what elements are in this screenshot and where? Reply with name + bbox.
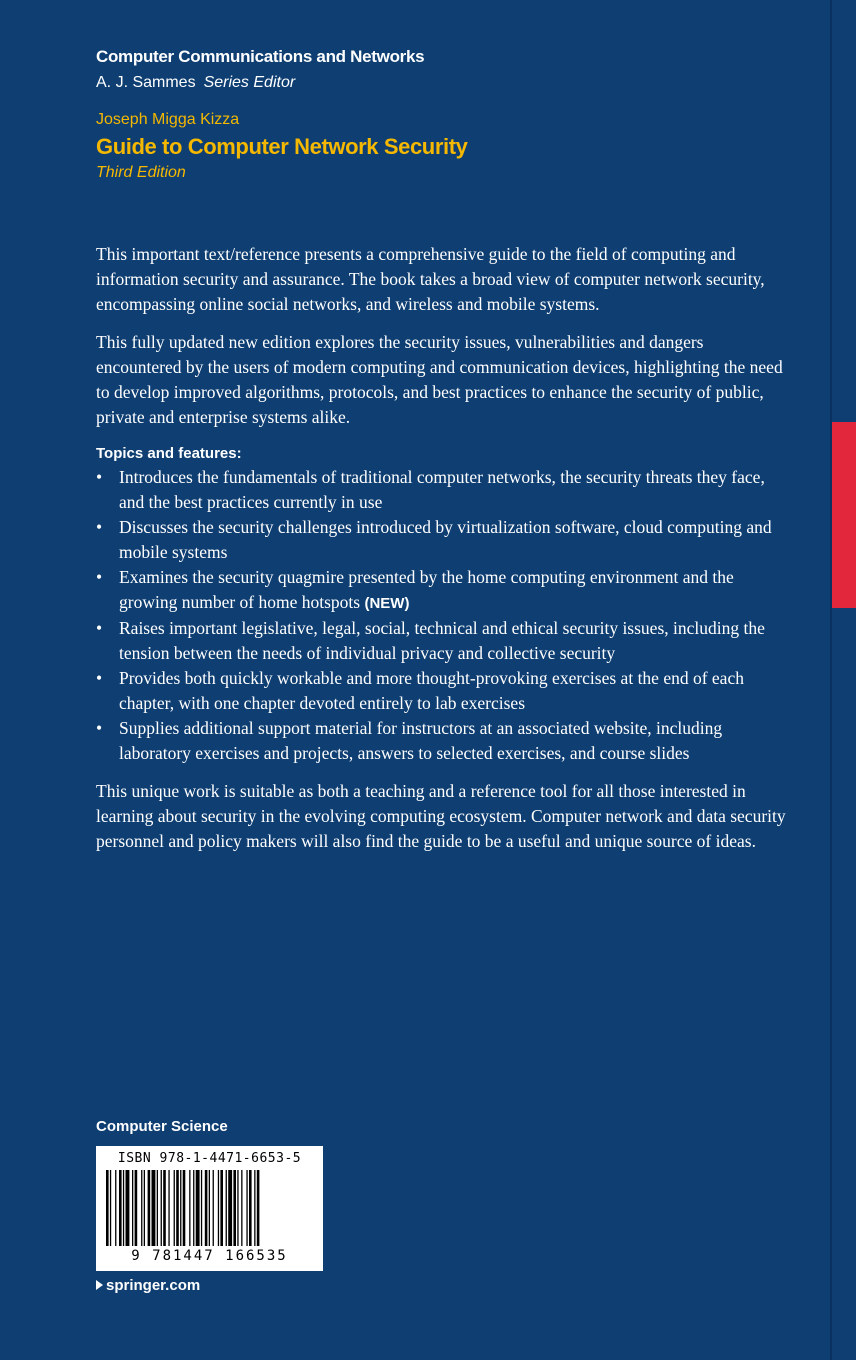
barcode-bar: [141, 1170, 142, 1246]
feature-text: Supplies additional support material for instructors at an associated website, including laboratory exercises and projects, answers to selected exercises, and course slides: [119, 718, 723, 763]
barcode-bar: [144, 1170, 145, 1246]
barcode-bar: [183, 1170, 186, 1246]
barcode-bar: [157, 1170, 158, 1246]
feature-item: [96, 465, 786, 515]
feature-item: [96, 716, 786, 766]
series-editor: [96, 70, 816, 96]
barcode-bar: [126, 1170, 130, 1246]
feature-text: Discusses the security challenges introduced by virtualization software, cloud computing and mobile systems: [119, 517, 772, 562]
barcode-bar: [135, 1170, 138, 1246]
feature-text: Provides both quickly workable and more thought-provoking exercises at the end of each chapter, with one chapter devoted entirely to lab exercises: [119, 668, 744, 713]
cover-header: [96, 44, 816, 184]
feature-item: [96, 616, 786, 666]
isbn-barcode: [96, 1146, 323, 1271]
features-list: [96, 465, 786, 766]
barcode-bar: [106, 1170, 109, 1246]
feature-text: Raises important legislative, legal, social, technical and ethical security issues, including the tension between the needs of individual privacy and collective security: [119, 618, 765, 663]
barcode-bar: [257, 1170, 260, 1246]
barcode-bar: [176, 1170, 179, 1246]
barcode-bar: [193, 1170, 194, 1246]
barcode-bar: [205, 1170, 208, 1246]
barcode-bar: [161, 1170, 162, 1246]
barcode-bar: [110, 1170, 111, 1246]
subject-category: Computer Science: [96, 1118, 228, 1135]
barcode-bars: [106, 1170, 313, 1246]
series-editor-name: A. J. Sammes: [96, 74, 196, 91]
feature-text: Introduces the fundamentals of traditional computer networks, the security threats they face, and the best practices currently in use: [119, 467, 765, 512]
edition-label: Third Edition: [96, 164, 186, 181]
series-editor-role: Series Editor: [203, 74, 296, 91]
feature-item: [96, 565, 786, 616]
barcode-bar: [168, 1170, 169, 1246]
author-name: Joseph Migga Kizza: [96, 111, 240, 128]
bullet-icon: •: [96, 618, 103, 638]
feature-item: [96, 515, 786, 565]
bullet-icon: •: [96, 517, 103, 537]
isbn-label: ISBN 978-1-4471-6653-5: [117, 1151, 302, 1166]
barcode-bar: [123, 1170, 124, 1246]
barcode-bar: [189, 1170, 190, 1246]
barcode-bar: [218, 1170, 219, 1246]
barcode-bar: [148, 1170, 151, 1246]
series-title: Computer Communications and Networks: [96, 47, 425, 66]
bullet-icon: •: [96, 567, 103, 587]
barcode-bar: [152, 1170, 156, 1246]
blurb: [96, 242, 786, 867]
feature-item: [96, 666, 786, 716]
bullet-icon: •: [96, 467, 103, 487]
barcode-bar: [132, 1170, 133, 1246]
topics-heading: Topics and features:: [96, 445, 242, 462]
barcode-bar: [196, 1170, 200, 1246]
arrow-right-icon: [96, 1280, 103, 1290]
barcode-bar: [119, 1170, 122, 1246]
barcode-bar: [163, 1170, 166, 1246]
barcode-bar: [201, 1170, 202, 1246]
bullet-icon: •: [96, 718, 103, 738]
barcode-bar: [254, 1170, 255, 1246]
spine-edge: [830, 0, 832, 1360]
barcode-bar: [237, 1170, 238, 1246]
barcode-bar: [220, 1170, 223, 1246]
feature-text: Examines the security quagmire presented by the home computing environment and the growing number of home hotspots: [119, 567, 734, 612]
blurb-paragraph-1: This important text/reference presents a comprehensive guide to the field of computing and information security and assurance. The book takes a broad view of computer network security, encompassing online social networks, and wireless and mobile systems.: [96, 244, 765, 314]
barcode-bar: [209, 1170, 210, 1246]
bullet-icon: •: [96, 668, 103, 688]
barcode-bar: [241, 1170, 242, 1246]
isbn-digits: 9 781447 166535: [131, 1248, 288, 1264]
barcode-bar: [180, 1170, 181, 1246]
barcode-bar: [226, 1170, 227, 1246]
new-badge: (NEW): [364, 595, 410, 612]
publisher-url: springer.com: [106, 1277, 201, 1294]
barcode-bar: [213, 1170, 214, 1246]
blurb-paragraph-2: This fully updated new edition explores the security issues, vulnerabilities and dangers encountered by the users of modern computing and communication devices, highlighting the need to develop improved algorithms, protocols, and best practices to enhance the security of public, private and enterprise systems alike.: [96, 332, 783, 427]
book-title: Guide to Computer Network Security: [96, 134, 468, 159]
blurb-paragraph-3: This unique work is suitable as both a teaching and a reference tool for all those interested in learning about security in the evolving computing ecosystem. Computer network and data security personnel and policy makers will also find the guide to be a useful and unique source of ideas.: [96, 781, 786, 851]
barcode-bar: [246, 1170, 247, 1246]
barcode-bar: [174, 1170, 175, 1246]
barcode-bar: [249, 1170, 252, 1246]
barcode-bar: [115, 1170, 116, 1246]
spine-color-tab: [832, 422, 856, 608]
publisher-link[interactable]: [96, 1277, 200, 1294]
barcode-bar: [233, 1170, 236, 1246]
barcode-bar: [228, 1170, 232, 1246]
